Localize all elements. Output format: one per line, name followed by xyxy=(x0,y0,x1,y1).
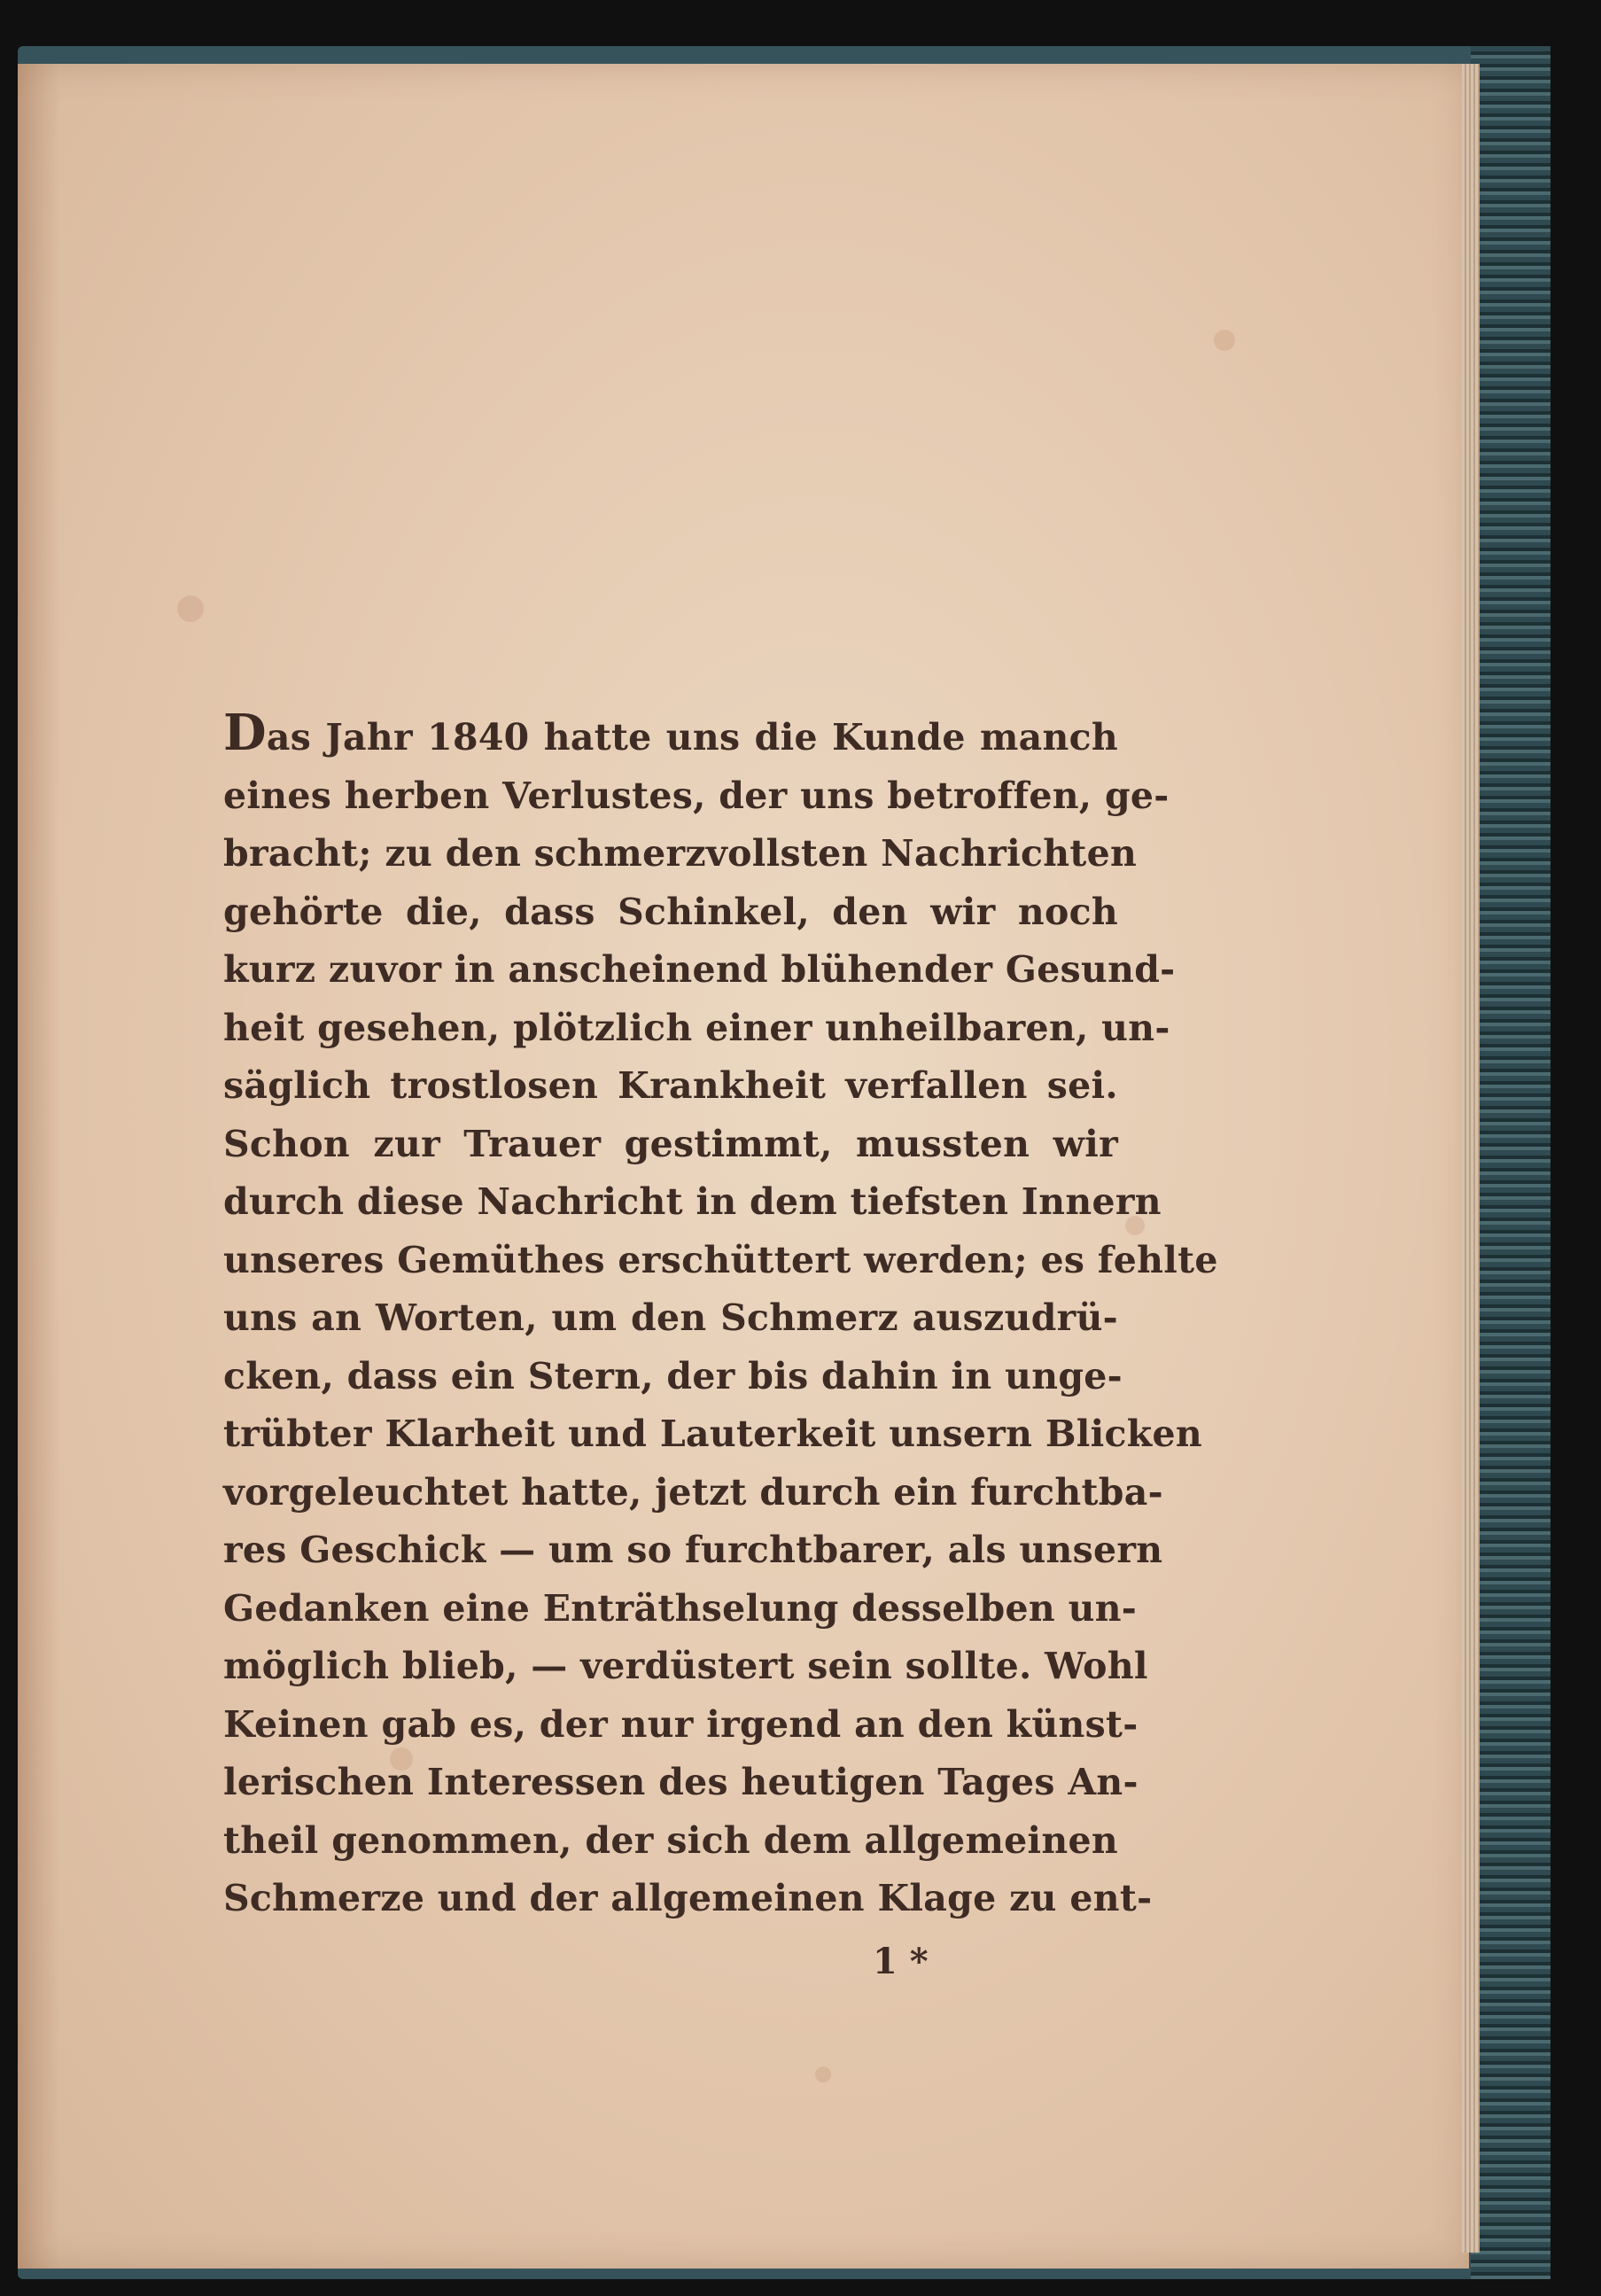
book-spine xyxy=(1471,46,1550,2279)
text-line: säglich trostlosen Krankheit verfallen sei. xyxy=(223,1064,1118,1107)
text-line: theil genommen, der sich dem allgemeinen xyxy=(223,1818,1118,1862)
text-line: lerischen Interessen des heutigen Tages An- xyxy=(223,1761,1139,1803)
text-line: unseres Gemüthes erschüttert werden; es fehlte xyxy=(223,1238,1218,1281)
show-through-text xyxy=(226,350,1130,704)
text-line: Keinen gab es, der nur irgend an den künst- xyxy=(223,1702,1139,1746)
text-line: uns an Worten, um den Schmerz auszudrü- xyxy=(223,1296,1118,1339)
text-line: heit gesehen, plötzlich einer unheilbaren, un- xyxy=(223,1006,1170,1049)
text-line: vorgeleuchtet hatte, jetzt durch ein furchtba- xyxy=(223,1470,1163,1514)
text-line: trübter Klarheit und Lauterkeit unsern Blicken xyxy=(223,1413,1202,1455)
gutter-shadow xyxy=(18,64,60,2269)
text-line: möglich blieb, — verdüstert sein sollte. Wohl xyxy=(223,1645,1148,1687)
signature-mark: 1 * xyxy=(873,1941,929,1982)
text-line: kurz zuvor in anscheinend blühender Gesund- xyxy=(223,948,1176,991)
text-line: eines herben Verlustes, der uns betroffen, ge- xyxy=(223,774,1170,817)
page-edges xyxy=(1462,64,1480,2253)
text-line: Schon zur Trauer gestimmt, mussten wir xyxy=(223,1122,1118,1165)
text-line: gehörte die, dass Schinkel, den wir noch xyxy=(223,890,1118,933)
text-line: durch diese Nachricht in dem tiefsten Innern xyxy=(223,1180,1162,1223)
body-text xyxy=(223,704,1218,1928)
text-line: Schmerze und der allgemeinen Klage zu ent- xyxy=(223,1877,1153,1919)
text-line: Gedanken eine Enträthselung desselben un- xyxy=(223,1586,1138,1630)
text-line: bracht; zu den schmerzvollsten Nachrichten xyxy=(223,832,1138,875)
text-line: Das Jahr 1840 hatte uns die Kunde manch xyxy=(223,704,1118,762)
drop-initial: D xyxy=(223,704,267,762)
text-line: cken, dass ein Stern, der bis dahin in unge- xyxy=(223,1354,1123,1397)
text-line: res Geschick — um so furchtbarer, als unsern xyxy=(223,1529,1163,1571)
